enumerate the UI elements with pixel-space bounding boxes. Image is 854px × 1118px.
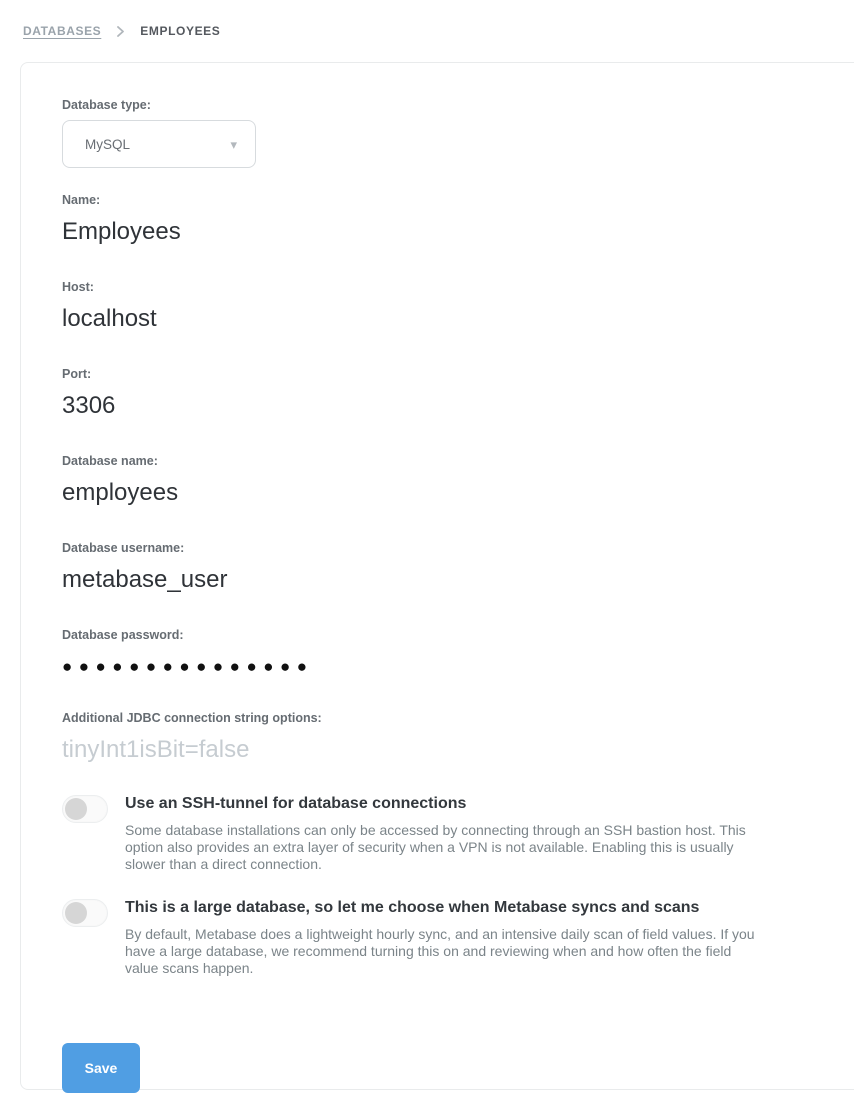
name-label: Name: [62,193,101,207]
database-type-value: MySQL [85,136,131,152]
breadcrumb-databases-link[interactable]: DATABASES [23,24,102,38]
database-type-label: Database type: [62,98,151,112]
ssh-tunnel-toggle-knob [65,798,87,820]
database-username-field [62,541,762,597]
host-input[interactable] [62,302,762,336]
database-name-field [62,454,762,510]
database-password-input[interactable] [62,650,762,680]
database-name-label: Database name: [62,454,158,468]
save-button[interactable]: Save [62,1043,140,1093]
ssh-tunnel-section [62,794,784,873]
database-password-label: Database password: [62,628,184,642]
name-field [62,193,762,249]
large-database-toggle-knob [65,902,87,924]
host-field [62,280,762,336]
large-database-description: By default, Metabase does a lightweight hourly sync, and an intensive daily scan of field values. If you have a large database, we recommend turning this on and reviewing when and how often the field value scans happen. [125,925,755,976]
chevron-down-icon: ▾ [230,136,237,152]
ssh-tunnel-toggle[interactable] [62,795,108,823]
port-input[interactable] [62,389,762,423]
chevron-right-icon [115,26,126,37]
large-database-toggle[interactable] [62,899,108,927]
port-label: Port: [62,367,92,381]
database-type-select[interactable] [62,120,256,168]
database-username-label: Database username: [62,541,185,555]
database-name-input[interactable] [62,476,762,510]
jdbc-options-field [62,711,762,767]
name-input[interactable] [62,215,762,249]
database-password-field [62,628,762,680]
database-form-card [20,62,854,1090]
host-label: Host: [62,280,94,294]
database-username-input[interactable] [62,563,762,597]
breadcrumb-current: EMPLOYEES [140,24,221,38]
large-database-section [62,898,784,977]
breadcrumb [0,0,854,45]
large-database-title[interactable]: This is a large database, so let me choose when Metabase syncs and scans [125,899,700,917]
ssh-tunnel-description: Some database installations can only be accessed by connecting through an SSH bastion host. This option also provides an extra layer of security when a VPN is not available. Enabling this is usually slower than a direct connection. [125,821,746,872]
port-field [62,367,762,423]
jdbc-options-input[interactable] [62,733,762,767]
jdbc-options-label: Additional JDBC connection string options: [62,711,322,725]
ssh-tunnel-title[interactable]: Use an SSH-tunnel for database connections [125,795,467,812]
